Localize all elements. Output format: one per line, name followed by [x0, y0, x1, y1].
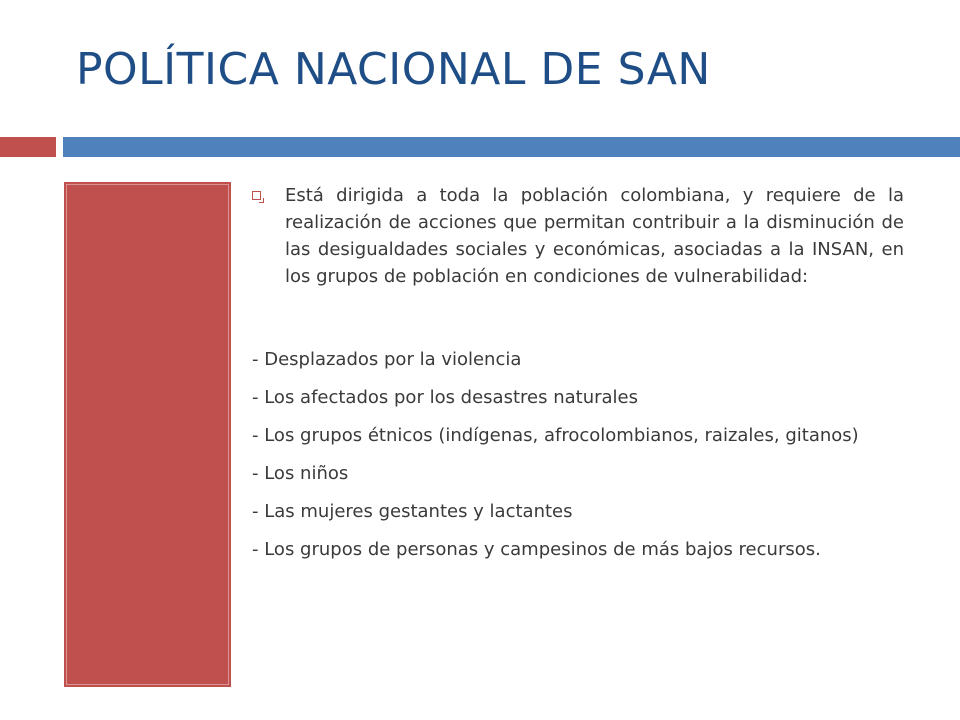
list-item: - Los grupos de personas y campesinos de más bajos recursos.: [252, 539, 821, 560]
title-underline-blue-bar: [63, 137, 960, 157]
hollow-square-bullet-icon: [252, 191, 261, 200]
list-item: - Desplazados por la violencia: [252, 349, 522, 370]
list-item: - Los niños: [252, 463, 349, 484]
title-underline-red-bar: [0, 137, 56, 157]
intro-text: Está dirigida a toda la población colombiana, y requiere de la realización de acciones que permitan contribuir a la disminución de las desigualdades sociales y económicas, asociadas a la INSAN, en los grupos de población en condiciones de vulnerabilidad:: [285, 185, 904, 287]
list-item: - Los afectados por los desastres naturales: [252, 387, 638, 408]
slide-title: POLÍTICA NACIONAL DE SAN: [76, 44, 711, 95]
intro-paragraph: [252, 182, 904, 290]
list-item: - Las mujeres gestantes y lactantes: [252, 501, 573, 522]
slide-body: [252, 182, 904, 574]
population-groups-list: [252, 346, 904, 563]
decorative-side-panel: [64, 182, 231, 687]
list-item: - Los grupos étnicos (indígenas, afrocolombianos, raizales, gitanos): [252, 425, 859, 446]
